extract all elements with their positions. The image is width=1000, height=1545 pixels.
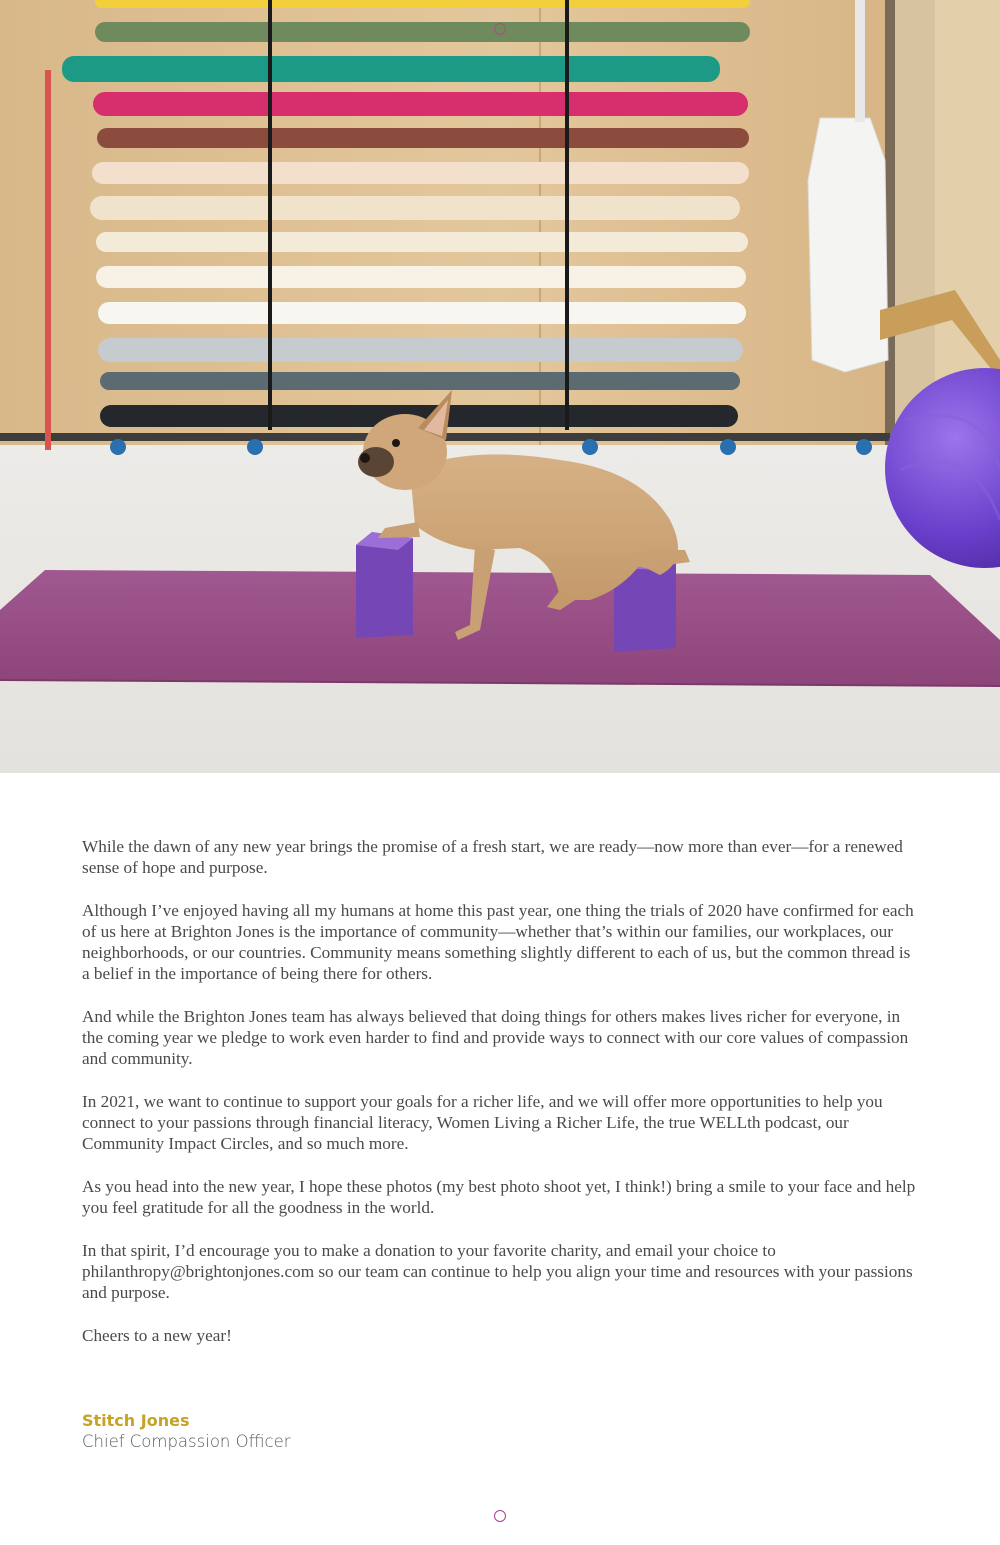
letter-paragraph-3: And while the Brighton Jones team has always believed that doing things for others makes lives richer for everyone, in the coming year we pledge to work even harder to find and provide ways to connect with our core values of compassion and community. [82, 1007, 909, 1069]
letter-paragraph-1: While the dawn of any new year brings the promise of a fresh start, we are ready—now more than ever—for a renewed sense of hope and purpose. [82, 837, 903, 878]
signature-title: Chief Compassion Officer [82, 1432, 291, 1451]
yoga-mat [0, 570, 1000, 686]
letter-paragraph-4: In 2021, we want to continue to support your goals for a richer life, and we will offer more opportunities to help you connect to your passions through financial literacy, Women Living a Richer Life, the true WELLth podcast, our Community Impact Circles, and so much more. [82, 1092, 883, 1154]
letter-closing: Cheers to a new year! [82, 1325, 232, 1345]
letter-paragraph-6: In that spirit, I’d encourage you to make a donation to your favorite charity, and email your choice to philanthropy@brightonjones.com so our team can continue to help you align your time and resources with your passions and purpose. [82, 1240, 913, 1303]
signature-name: Stitch Jones [82, 1411, 190, 1430]
page-marker-dot-bottom [494, 1510, 506, 1522]
hanging-towel [808, 118, 888, 372]
letter-body [82, 836, 922, 1367]
letter-paragraph-5: As you head into the new year, I hope these photos (my best photo shoot yet, I think!) bring a smile to your face and help you feel gratitude for all the goodness in the world. [82, 1177, 916, 1218]
signature-block [82, 1410, 291, 1453]
red-pole [45, 70, 51, 450]
page-marker-dot-top [494, 23, 506, 35]
letter-paragraph-2: Although I’ve enjoyed having all my humans at home this past year, one thing the trials of 2020 have confirmed for each of us here at Brighton Jones is the importance of community—whether that’s within our families, our workplaces, our neighborhoods, or our countries. Community means something slightly different to each of us, but the common thread is a belief in the importance of being there for others. [82, 900, 914, 984]
